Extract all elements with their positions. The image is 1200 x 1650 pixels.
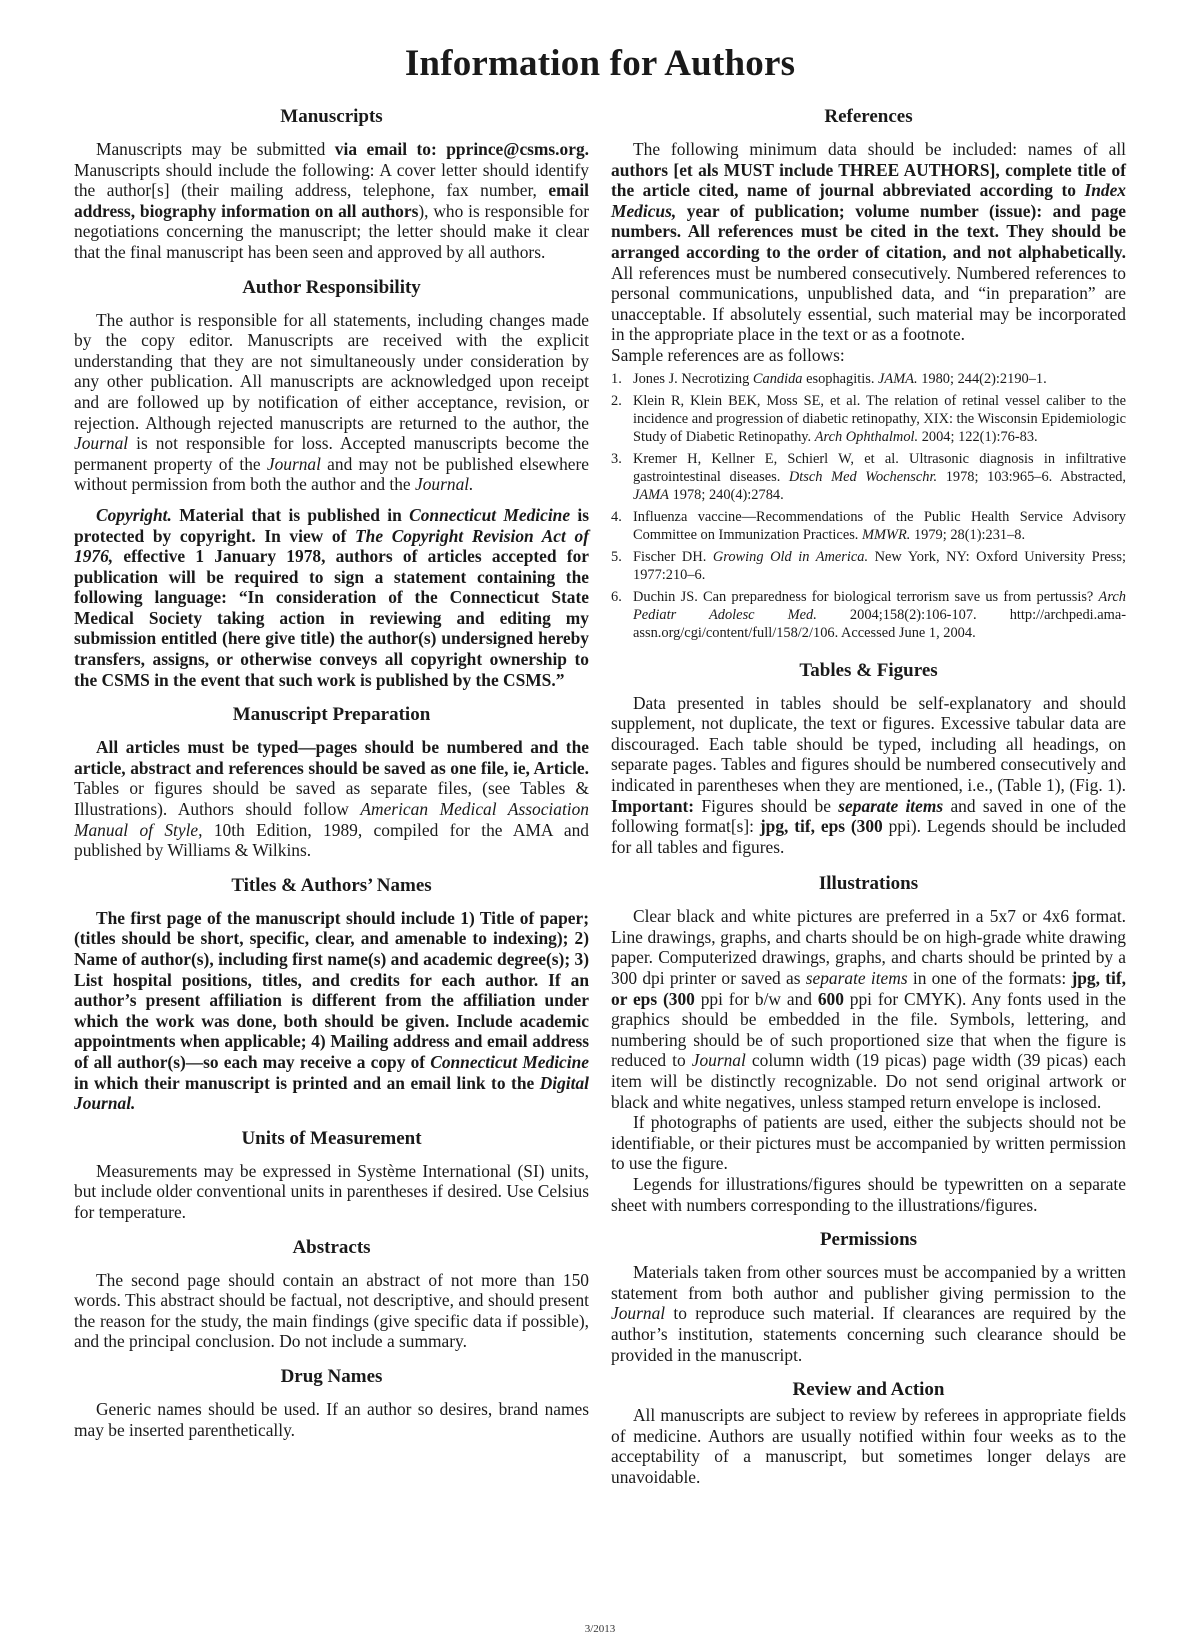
section-heading: Manuscript Preparation <box>232 704 431 726</box>
section-abstracts <box>74 1237 589 1352</box>
manuscripts-paragraph: Manuscripts may be submitted via email to: pprince@csms.org. Manuscripts should include the following: A cover letter should identify the author[s] (their mailing address, telephone, fax number, email address, biography information on all authors), who is responsible for negotiations concerning the manuscript; the letter should make it clear that the final manuscript has been seen and approved by all authors. <box>74 139 590 262</box>
section-heading: Permissions <box>819 1229 918 1251</box>
permissions-paragraph: Materials taken from other sources must be accompanied by a written statement from both author and publisher giving permission to the Journal to reproduce such material. If clearances are required by the author’s institution, statements concerning such clearance should be provided in the manuscript. <box>611 1262 1126 1365</box>
section-heading: Illustrations <box>818 873 919 895</box>
reference-item: 6. Duchin JS. Can preparedness for biological terrorism save us from pertussis? Arch Pediatr Adolesc Med. 2004;158(2):106-107. http://archpedi.ama-assn.org/cgi/content/full/158/2/106. Accessed June 1, 2004. <box>611 588 1126 641</box>
responsibility-paragraph: The author is responsible for all statements, including changes made by the copy editor. Manuscripts are received with the explicit understanding that they are not simultaneously under consideration by any other publication. All manuscripts are acknowledged upon receipt and are followed up by notification of either acceptance, revision, or rejection. Although rejected manuscripts are returned to the author, the Journal is not responsible for loss. Accepted manuscripts become the permanent property of the Journal and may not be published elsewhere without permission from both the author and the Journal. <box>74 309 589 495</box>
abstracts-paragraph: The second page should contain an abstract of not more than 150 words. This abstract should be factual, not descriptive, and should present the reason for the study, the main findings (give specific data if possible), and the principal conclusion. Do not include a summary. <box>74 1269 589 1352</box>
section-heading: Drug Names <box>280 1365 383 1387</box>
section-review <box>611 1379 1126 1487</box>
section-illustrations <box>611 873 1126 1215</box>
page-footer-date: 3/2013 <box>584 1623 616 1635</box>
section-heading: Titles & Authors’ Names <box>231 874 432 896</box>
references-paragraph: The following minimum data should be included: names of all authors [et als MUST include THREE AUTHORS], complete title of the article cited, name of journal abbreviated according to Index Medicus, year of publication; volume number (issue): and page numbers. All references must be cited in the text. They should be arranged according to the order of citation, and not alphabetically. All references must be numbered consecutively. Numbered references to personal communications, unpublished data, and “in preparation” are unacceptable. If absolutely essential, such material may be incorporated in the appropriate place in the text or as a footnote. <box>611 139 1126 345</box>
section-drug-names <box>74 1366 589 1440</box>
section-heading: Manuscripts <box>280 106 383 127</box>
reference-item: 3. Kremer H, Kellner E, Schierl W, et al. Ultrasonic diagnosis in infiltrative gastrointestinal diseases. Dtsch Med Wochenschr. 1978; 103:965–6. Abstracted, JAMA 1978; 240(4):2784. <box>611 450 1127 503</box>
preparation-paragraph: All articles must be typed—pages should be numbered and the article, abstract and references should be saved as one file, ie, Article. Tables or figures should be saved as separate files, (see Tables & Illustrations). Authors should follow American Medical Association Manual of Style, 10th Edition, 1989, compiled for the AMA and published by Williams & Wilkins. <box>74 737 589 861</box>
section-units <box>74 1128 589 1223</box>
section-manuscript-preparation <box>74 704 589 861</box>
section-heading: References <box>824 106 913 127</box>
tables-paragraph: Data presented in tables should be self-explanatory and should supplement, not duplicate, the text or figures. Excessive tabular data are discouraged. Each table should be typed, including all headings, on separate pages. Tables and figures should be numbered consecutively and indicated in parentheses when they are mentioned, i.e., (Table 1), (Fig. 1). Important: Figures should be separate items and saved in one of the following format[s]: jpg, tif, eps (300 ppi). Legends should be included for all tables and figures. <box>611 692 1127 857</box>
section-references <box>611 106 1126 642</box>
reference-item: 1. Jones J. Necrotizing Candida esophagitis. JAMA. 1980; 244(2):2190–1. <box>611 370 1047 387</box>
section-author-responsibility <box>74 277 589 691</box>
photographs-paragraph: If photographs of patients are used, either the subjects should not be identifiable, or their pictures must be accompanied by written permission to use the figure. <box>611 1112 1126 1174</box>
drug-names-paragraph: Generic names should be used. If an author so desires, brand names may be inserted parenthetically. <box>74 1398 589 1440</box>
titles-paragraph: The first page of the manuscript should include 1) Title of paper; (titles should be short, specific, clear, and amenable to indexing); 2) Name of author(s), including first name(s) and academic degree(s); 3) List hospital positions, titles, and credits for each author. If an author’s present affiliation is different from the affiliation under which the work was done, both should be given. Include academic appointments when applicable; 4) Mailing address and email address of all author(s)—so each may receive a copy of Connecticut Medicine in which their manuscript is printed and an email link to the Digital Journal. <box>74 907 589 1114</box>
sample-references-label: Sample references are as follows: <box>611 344 845 365</box>
submission-email: via email to: pprince@csms.org. <box>334 139 589 159</box>
reference-item: 4. Influenza vaccine—Recommendations of the Public Health Service Advisory Committee on Immunization Practices. MMWR. 1979; 28(1):231–8. <box>611 508 1126 543</box>
section-permissions <box>611 1229 1126 1365</box>
legends-paragraph: Legends for illustrations/figures should be typewritten on a separate sheet with numbers corresponding to the illustrations/figures. <box>611 1174 1126 1215</box>
section-manuscripts <box>74 106 589 263</box>
section-heading: Tables & Figures <box>799 659 938 681</box>
right-column <box>611 106 1126 1488</box>
review-paragraph: All manuscripts are subject to review by referees in appropriate fields of medicine. Authors are usually notified within four weeks as to the acceptability of a manuscript, but sometimes longer delays are unavoidable. <box>611 1405 1126 1487</box>
section-tables-figures <box>611 660 1126 858</box>
sample-references-list <box>611 370 1126 642</box>
section-heading: Author Responsibility <box>242 276 421 298</box>
reference-item: 5. Fischer DH. Growing Old in America. New York, NY: Oxford University Press; 1977:210–6. <box>611 548 1126 583</box>
page-title: Information for Authors <box>404 43 796 84</box>
illustrations-paragraph: Clear black and white pictures are preferred in a 5x7 or 4x6 format. Line drawings, graphs, and charts should be on high-grade white drawing paper. Computerized drawings, graphs, and charts should be printed by a 300 dpi printer or saved as separate items in one of the formats: jpg, tif, or eps (300 ppi for b/w and 600 ppi for CMYK). Any fonts used in the graphics should be embedded in the file. Symbols, lettering, and numbering should be of such proportioned size that when the figure is reduced to Journal column width (19 picas) page width (39 picas) each item will be distinctly recognizable. Do not send original artwork or black and white negatives, unless stamped return envelope is inclosed. <box>611 906 1126 1112</box>
section-titles-authors <box>74 875 589 1114</box>
section-heading: Abstracts <box>292 1236 371 1258</box>
units-paragraph: Measurements may be expressed in Système International (SI) units, but include older conventional units in parentheses if desired. Use Celsius for temperature. <box>74 1160 589 1222</box>
section-heading: Units of Measurement <box>241 1127 422 1149</box>
left-column <box>74 106 589 1440</box>
reference-item: 2. Klein R, Klein BEK, Moss SE, et al. The relation of retinal vessel caliber to the incidence and progression of diabetic retinopathy, XIX: the Wisconsin Epidemiologic Study of Diabetic Retinopathy. Arch Ophthalmol. 2004; 122(1):76-83. <box>611 392 1126 445</box>
section-heading: Review and Action <box>792 1379 945 1401</box>
copyright-paragraph: Copyright. Material that is published in Connecticut Medicine is protected by copyright. In view of The Copyright Revision Act of 1976, effective 1 January 1978, authors of articles accepted for publication will be required to sign a statement containing the following language: “In consideration of the Connecticut State Medical Society taking action in reviewing and editing my submission entitled (here give title) the author(s) undersigned hereby transfers, assigns, or otherwise conveys all copyright ownership to the CSMS in the event that such work is published by the CSMS.” <box>74 504 589 690</box>
